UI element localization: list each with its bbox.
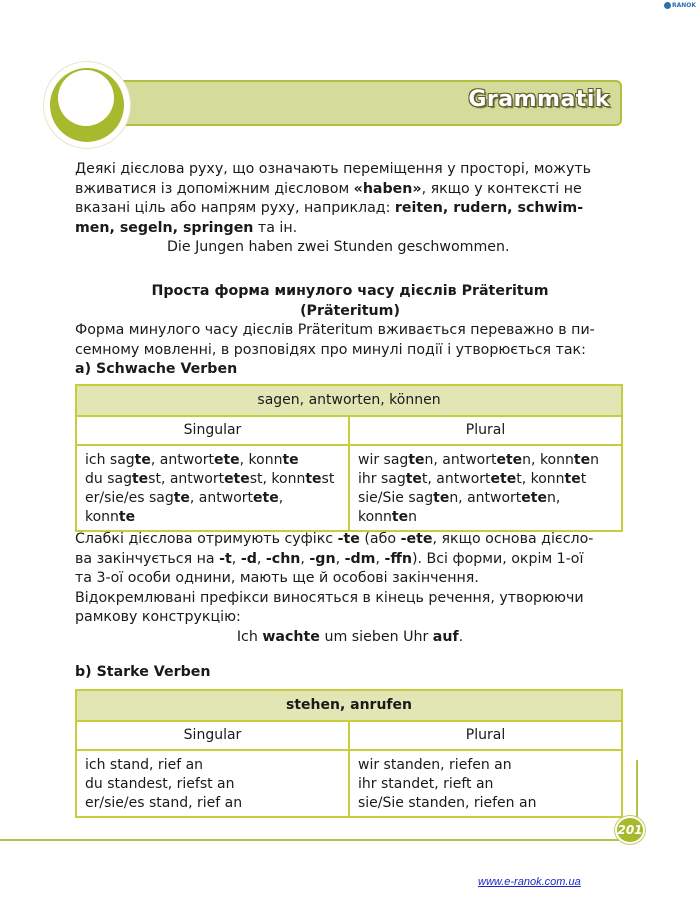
singular-forms: ich sagte, antwortete, konnte du sagtest, antwortetest, konntest er/sie/es sagte, antwortete, konnte: [76, 445, 349, 531]
plural-forms: wir sagten, antworteten, konnten ihr sagtet, antwortetet, konntet sie/Sie sagten, antworteten, konnten: [349, 445, 622, 531]
rules-paragraph: Слабкі дієслова отримують суфікс -te (або -ete, якщо основа дієсло- ва закінчується на -t, -d, -chn, -gn, -dm, -ffn). Всі форми, окрім 1-ої та 3-ої особи однини, мають ще й особові закінчення. Відокремлювані префікси виносяться в кінець речення, утворюючи рамкову конструкцію: Ich wachte um sieben Uhr auf.: [75, 530, 625, 647]
strong-verbs-table: [75, 689, 623, 818]
subheading-schwache: a) Schwache Verben: [75, 361, 238, 377]
section-banner: [74, 80, 622, 126]
page-frame-line: [636, 760, 638, 818]
column-header-singular: Singular: [76, 721, 349, 750]
column-header-singular: Singular: [76, 416, 349, 445]
praeteritum-section: Проста форма минулого часу дієслів Präteritum (Präteritum) Форма минулого часу дієслів Präteritum вживається переважно в пи- семному мовленні, в розповідях про минулі події і утворюється так: a) Schwache Verben: [75, 282, 625, 380]
rules-example: Ich wachte um sieben Uhr auf.: [236, 628, 464, 645]
weak-verbs-table: [75, 384, 623, 532]
subheading-starke: b) Starke Verben: [75, 664, 211, 680]
intro-paragraph: Деякі дієслова руху, що означають переміщення у просторі, можуть вживатися із допоміжним дієсловом «haben», якщо у контексті не вказані ціль або напрям руху, наприклад: reiten, rudern, schwim- men, segeln, springen та ін. Die Jungen haben zwei Stunden geschwommen.: [75, 160, 625, 258]
banner-ring-inner: [58, 70, 114, 126]
publisher-logo: RANOK: [664, 2, 696, 9]
publisher-website-link[interactable]: www.e-ranok.com.ua: [478, 876, 581, 888]
singular-forms: ich stand, rief an du standest, riefst an er/sie/es stand, rief an: [76, 750, 349, 817]
table-title: stehen, anrufen: [76, 690, 622, 721]
section-heading: Проста форма минулого часу дієслів Präteritum: [151, 283, 549, 299]
column-header-plural: Plural: [349, 721, 622, 750]
table-title: sagen, antworten, können: [76, 385, 622, 416]
page-number: 201: [617, 818, 643, 842]
plural-forms: wir standen, riefen an ihr standet, rieft an sie/Sie standen, riefen an: [349, 750, 622, 817]
page-bottom-rule: [0, 839, 628, 841]
intro-example: Die Jungen haben zwei Stunden geschwommen.: [167, 239, 510, 255]
section-title: Grammatik: [468, 87, 610, 112]
publisher-logo-icon: [664, 2, 671, 9]
column-header-plural: Plural: [349, 416, 622, 445]
